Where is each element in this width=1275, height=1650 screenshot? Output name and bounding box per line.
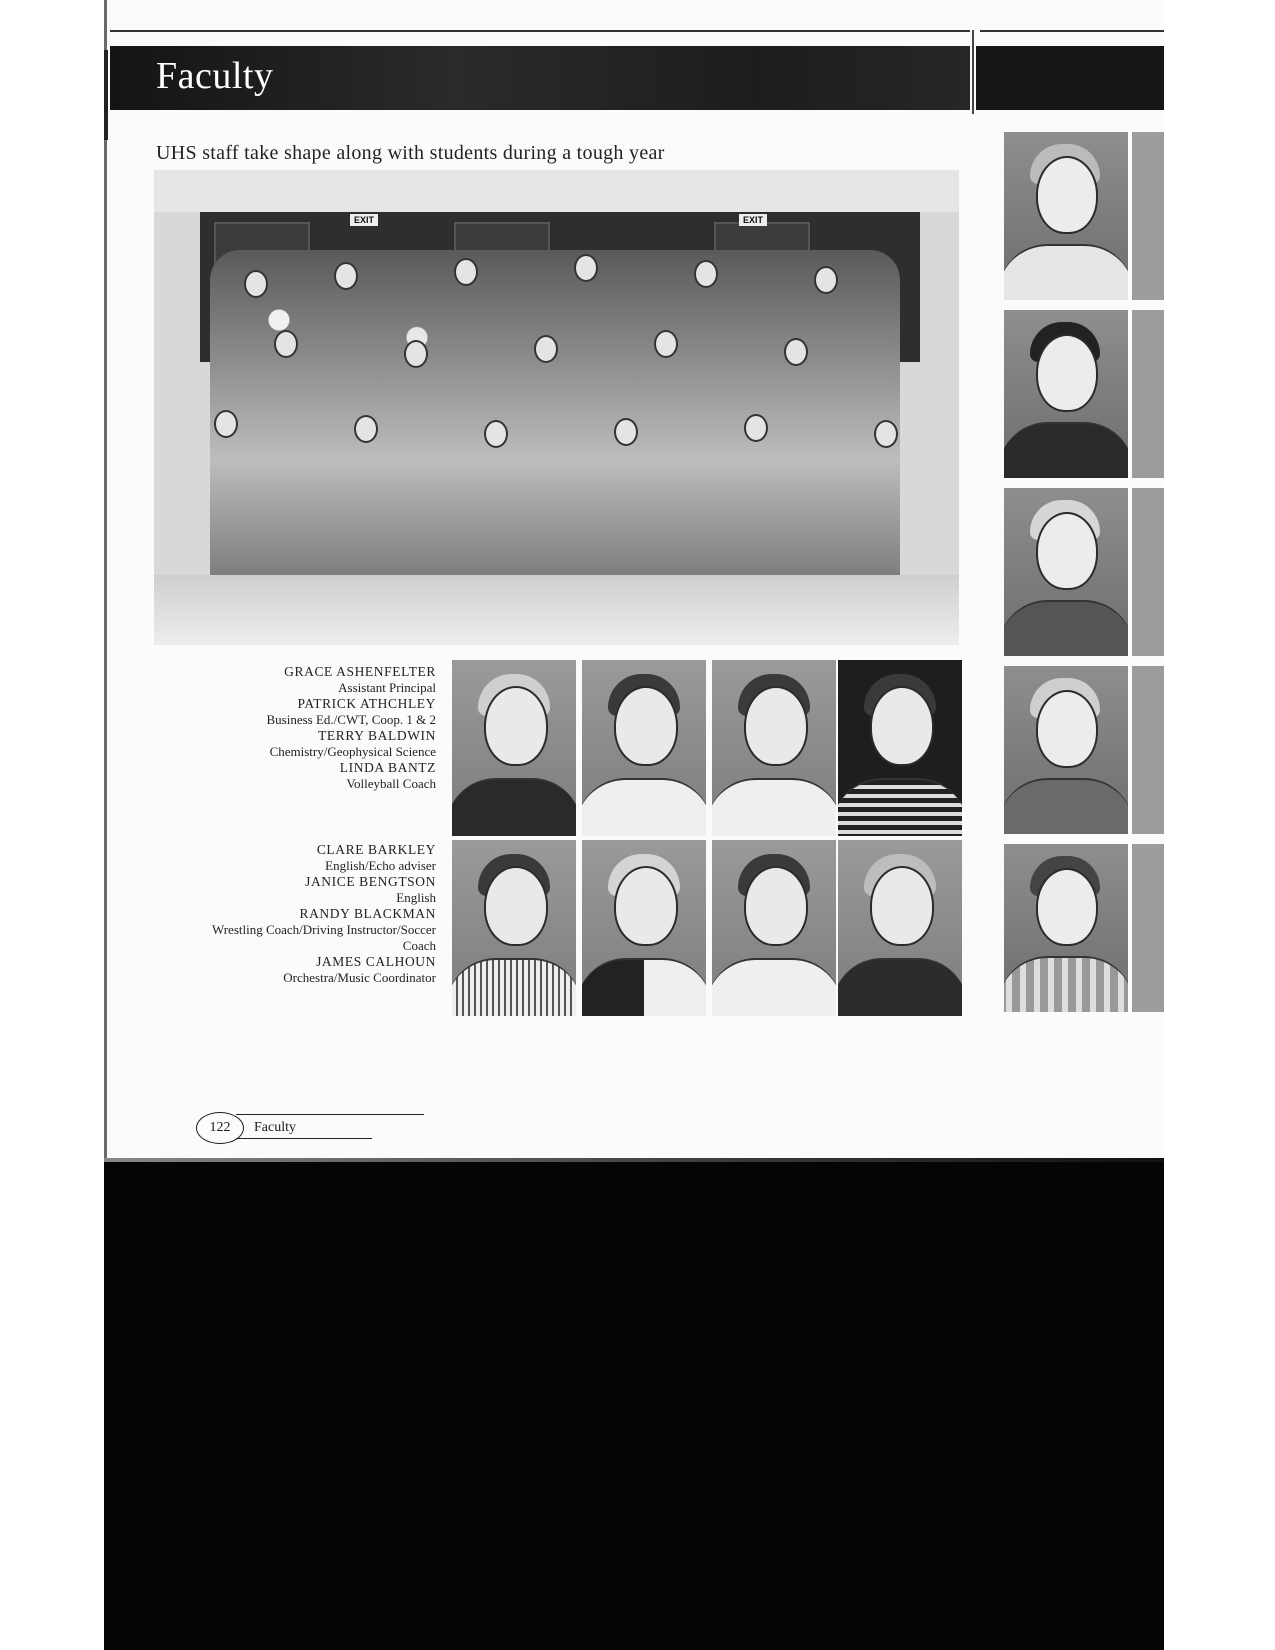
section-banner: [110, 46, 970, 110]
portrait-clothing: [1004, 422, 1128, 478]
portrait-photo: [838, 660, 962, 836]
facing-page-portrait-edge: [1132, 310, 1164, 478]
portrait-photo: [452, 660, 576, 836]
faculty-role: Chemistry/Geophysical Science: [269, 744, 436, 759]
person-head: [274, 330, 298, 358]
facing-page-portrait-edge: [1132, 488, 1164, 656]
scan-background: [104, 1162, 1164, 1650]
top-rule: [110, 30, 970, 32]
portrait-face: [870, 866, 934, 946]
folio-rule: [236, 1114, 424, 1115]
folio-section-label: Faculty: [254, 1120, 296, 1135]
top-rule-right: [980, 30, 1164, 32]
portrait-face: [744, 686, 808, 766]
person-head: [214, 410, 238, 438]
portrait-clothing: [452, 958, 576, 1016]
portrait-clothing: [1004, 244, 1128, 300]
portrait-clothing: [838, 958, 962, 1016]
page-edge: [104, 0, 107, 1160]
faculty-role: Volleyball Coach: [346, 776, 436, 791]
person-head: [614, 418, 638, 446]
faculty-role: Assistant Principal: [338, 680, 436, 695]
portrait-clothing: [838, 778, 962, 836]
section-banner-facing-page: [976, 46, 1164, 110]
faculty-role: Coach: [402, 938, 436, 953]
photo-ceiling: [154, 170, 959, 212]
person-head: [454, 258, 478, 286]
page-subtitle: UHS staff take shape along with students during a tough year: [156, 142, 665, 164]
faculty-name: PATRICK ATHCHLEY: [297, 696, 436, 711]
portrait-clothing: [452, 778, 576, 836]
caption-block-row1: [170, 664, 436, 792]
faculty-role: English: [396, 890, 436, 905]
page-number: 122: [196, 1112, 244, 1144]
page-title: Faculty: [156, 55, 274, 97]
facing-page-portrait-edge: [1132, 666, 1164, 834]
portrait-photo: [838, 840, 962, 1016]
portrait-face: [1036, 512, 1098, 590]
portrait-face: [1036, 156, 1098, 234]
faculty-role: English/Echo adviser: [325, 858, 436, 873]
portrait-clothing: [1004, 600, 1128, 656]
faculty-name: JANICE BENGTSON: [305, 874, 436, 889]
exit-sign: EXIT: [739, 214, 767, 226]
portrait-face: [1036, 868, 1098, 946]
facing-page-portrait: [1004, 132, 1128, 300]
person-head: [334, 262, 358, 290]
person-head: [744, 414, 768, 442]
portrait-face: [744, 866, 808, 946]
portrait-clothing: [712, 958, 836, 1016]
portrait-photo: [452, 840, 576, 1016]
person-head: [814, 266, 838, 294]
portrait-photo: [582, 660, 706, 836]
photo-crowd: [210, 250, 900, 600]
portrait-face: [614, 686, 678, 766]
portrait-clothing: [582, 778, 706, 836]
person-head: [874, 420, 898, 448]
portrait-clothing: [1004, 956, 1128, 1012]
photo-floor: [154, 575, 959, 645]
portrait-face: [614, 866, 678, 946]
portrait-clothing: [712, 778, 836, 836]
faculty-group-photo: [154, 170, 959, 645]
portrait-face: [870, 686, 934, 766]
portrait-face: [484, 866, 548, 946]
portrait-photo: [712, 660, 836, 836]
faculty-name: CLARE BARKLEY: [316, 842, 436, 857]
faculty-name: LINDA BANTZ: [339, 760, 436, 775]
facing-page-portrait: [1004, 310, 1128, 478]
person-head: [534, 335, 558, 363]
faculty-name: GRACE ASHENFELTER: [284, 664, 436, 679]
caption-block-row2: [170, 842, 436, 986]
person-head: [574, 254, 598, 282]
portrait-photo: [582, 840, 706, 1016]
portrait-clothing: [1004, 778, 1128, 834]
facing-page-portrait: [1004, 488, 1128, 656]
faculty-name: RANDY BLACKMAN: [299, 906, 436, 921]
person-head: [784, 338, 808, 366]
facing-page-portrait: [1004, 666, 1128, 834]
folio-rule: [236, 1138, 372, 1139]
person-head: [354, 415, 378, 443]
facing-page-portrait-edge: [1132, 132, 1164, 300]
portrait-face: [1036, 690, 1098, 768]
page-edge-mark: [104, 50, 108, 140]
page-gutter: [972, 30, 974, 114]
faculty-name: TERRY BALDWIN: [318, 728, 436, 743]
faculty-role: Wrestling Coach/Driving Instructor/Soccer: [211, 922, 436, 937]
facing-page-portrait-edge: [1132, 844, 1164, 1012]
portrait-clothing: [582, 958, 706, 1016]
person-head: [404, 340, 428, 368]
faculty-role: Business Ed./CWT, Coop. 1 & 2: [266, 712, 436, 727]
person-head: [654, 330, 678, 358]
portrait-photo: [712, 840, 836, 1016]
portrait-face: [1036, 334, 1098, 412]
person-head: [694, 260, 718, 288]
portrait-face: [484, 686, 548, 766]
faculty-role: Orchestra/Music Coordinator: [283, 970, 436, 985]
person-head: [244, 270, 268, 298]
faculty-name: JAMES CALHOUN: [316, 954, 436, 969]
person-head: [484, 420, 508, 448]
facing-page-portrait: [1004, 844, 1128, 1012]
exit-sign: EXIT: [350, 214, 378, 226]
